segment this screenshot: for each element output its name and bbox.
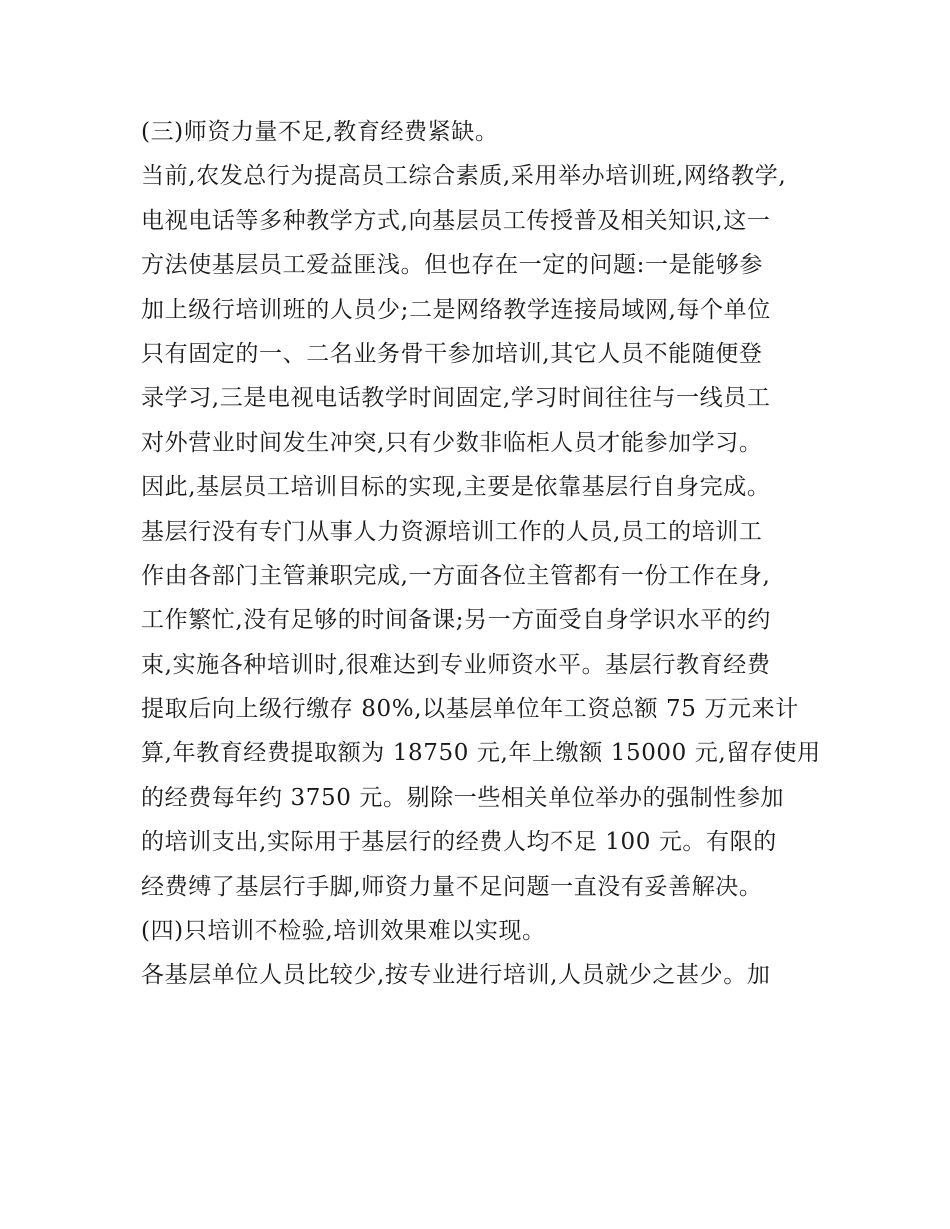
- text-line: 的培训支出,实际用于基层行的经费人均不足 100 元。有限的: [141, 829, 777, 856]
- section-heading-3: (三)师资力量不足,教育经费紧缺。: [141, 119, 499, 145]
- text-line: 提取后向上级行缴存 80%,以基层单位年工资总额 75 万元来计: [141, 696, 799, 723]
- text-line: 束,实施各种培训时,很难达到专业师资水平。基层行教育经费: [141, 651, 771, 678]
- section-heading-4: (四)只培训不检验,培训效果难以实现。: [141, 918, 546, 945]
- text-line: 因此,基层员工培训目标的实现,主要是依靠基层行自身完成。: [141, 474, 771, 501]
- text-line: 加上级行培训班的人员少;二是网络教学连接局域网,每个单位: [141, 296, 771, 323]
- text-line: 电视电话等多种教学方式,向基层员工传授普及相关知识,这一: [141, 207, 771, 234]
- text-line: 方法使基层员工爱益匪浅。但也存在一定的问题:一是能够参: [141, 252, 763, 279]
- text-line: 工作繁忙,没有足够的时间备课;另一方面受自身学识水平的约: [141, 607, 771, 634]
- text-line: 对外营业时间发生冲突,只有少数非临柜人员才能参加学习。: [141, 429, 763, 456]
- text-line: 作由各部门主管兼职完成,一方面各位主管都有一份工作在身,: [141, 562, 771, 589]
- text-line: 经费缚了基层行手脚,师资力量不足问题一直没有妥善解决。: [141, 873, 763, 900]
- text-line: 基层行没有专门从事人力资源培训工作的人员,员工的培训工: [141, 518, 763, 545]
- text-line: 当前,农发总行为提高员工综合素质,采用举办培训班,网络教学,: [141, 163, 787, 190]
- text-line: 录学习,三是电视电话教学时间固定,学习时间往往与一线员工: [141, 385, 771, 412]
- body-text: [141, 110, 821, 998]
- text-line: 的经费每年约 3750 元。剔除一些相关单位举办的强制性参加: [141, 784, 785, 811]
- text-line: 各基层单位人员比较少,按专业进行培训,人员就少之甚少。加: [141, 962, 771, 989]
- text-line: 只有固定的一、二名业务骨干参加培训,其它人员不能随便登: [141, 340, 763, 367]
- text-line: 算,年教育经费提取额为 18750 元,年上缴额 15000 元,留存使用: [141, 740, 821, 767]
